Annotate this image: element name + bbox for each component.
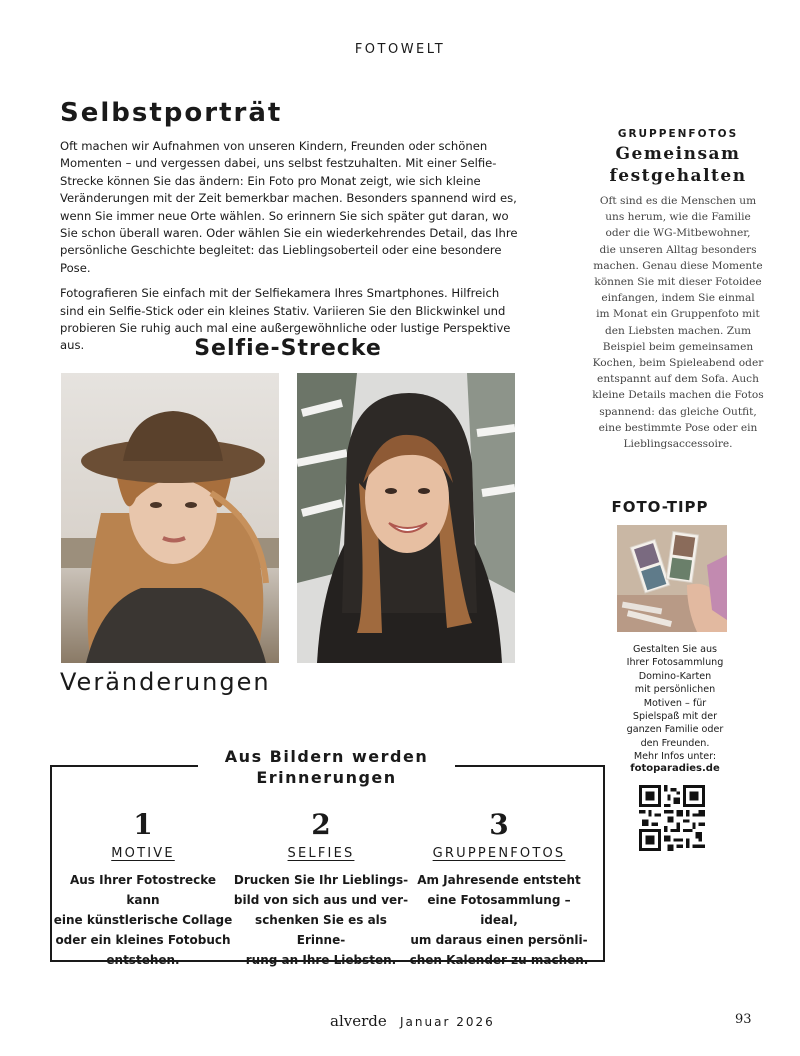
sidebar-title [578,143,778,187]
step-text [409,870,589,970]
step-text-line: um daraus einen persönli- [410,933,588,947]
alverde-logo: alverde [330,1012,387,1030]
sidebar-title-line-2: festgehalten [609,166,747,186]
qr-code-icon[interactable] [639,785,705,851]
sidebar-line: uns herum, wie die Familie [605,211,751,224]
step-number: 2 [311,808,331,841]
step-gruppenfotos [409,808,589,970]
intro-paragraph-2: Fotografieren Sie einfach mit der Selfiekamera Ihres Smartphones. Hilfreich sind ein Selfie-Stick oder ein kleines Stativ. Variieren Sie den Blickwinkel und probieren Sie ruhig auch mal eine außergewöhnliche oder lustige Perspektive aus. [60,286,511,353]
step-text [53,870,233,970]
step-text-line: eine künstlerische Collage [53,913,233,927]
sidebar-line: kleine Details machen die Fotos [592,389,764,402]
step-text-line: schenken Sie es als Erinne- [255,913,387,947]
sidebar-kicker: GRUPPENFOTOS [617,128,739,140]
page-number: 93 [735,1012,752,1027]
sidebar-line: eine bestimmte Pose oder ein [598,421,758,434]
foto-tipp-text [600,643,750,764]
sidebar-line: die unseren Alltag besonders [599,243,757,256]
foto-tipp-title: FOTO-TIPP [611,498,709,516]
issue-date: Januar 2026 [400,1015,495,1029]
sidebar-line: Lieblingsaccessoire. [623,438,733,451]
tip-line: Domino-Karten [638,670,712,682]
step-text-line: Drucken Sie Ihr Lieblings- [233,873,409,887]
intro-paragraph-1: Oft machen wir Aufnahmen von unseren Kindern, Freunden oder schönen Momenten – und vergessen dabei, uns selbst festzuhalten. Mit einer Selfie-Strecke können Sie das ändern: Ein Foto pro Monat zeigt, wie sich kleine Veränderungen mit der Zeit bemerkbar machen. Besonders spannend wird es, wenn Sie immer neue Orte wählen. So erinnern Sie sich später gut daran, wo Sie schon überall waren. Oder wählen Sie ein wiederkehrendes Detail, das Ihre persönliche Geschichte begleitet: das Lieblingsoberteil oder eine besondere Pose. [60,139,518,275]
tip-line: Spielspaß mit der [632,711,718,723]
sidebar-title-line-1: Gemeinsam [615,144,741,164]
sidebar-line: einfangen, indem Sie einmal [601,292,755,305]
sidebar-line: den Liebsten machen. Zum [604,324,752,337]
step-text-line: bild von sich aus und ver- [233,893,409,907]
tip-line: mit persönlichen [634,684,716,696]
tip-line: Mehr Infos unter: [633,751,717,763]
sidebar-line: Beispiel beim gemeinsamen [602,340,754,353]
sidebar-text [578,193,778,452]
fotoparadies-link[interactable]: fotoparadies.de [630,763,720,774]
tip-line: den Freunden. [640,737,710,749]
tip-line: Gestalten Sie aus [632,644,718,655]
step-label: SELFIES [287,846,355,861]
step-label: GRUPPENFOTOS [432,846,566,861]
step-text-line: rung an Ihre Liebsten. [245,953,397,967]
step-motive [53,808,233,970]
tip-line: Motiven – für [643,697,707,709]
selfie-photo-hat [61,373,279,663]
step-text-line: oder ein kleines Fotobuch [55,933,231,947]
sidebar-line: Oft sind es die Menschen um [599,195,757,207]
steps-box-title-line-2: Erinnerungen [256,768,397,787]
step-number: 3 [489,808,509,841]
selfie-strecke-heading: Selfie-Strecke [194,336,382,361]
sidebar-line: spannend: das gleiche Outfit, [599,405,757,418]
step-selfies [231,808,411,970]
article-title: Selbstporträt [60,98,283,128]
step-text-line: Am Jahresende entsteht [417,873,581,887]
step-text-line: eine Fotosammlung – ideal, [427,893,571,927]
step-number: 1 [133,808,153,841]
step-text-line: entstehen. [106,953,180,967]
selfie-photo-hood [297,373,515,663]
sidebar-line: im Monat ein Gruppenfoto mit [596,308,760,321]
domino-cards-photo [617,525,727,632]
veraenderungen-heading: Veränderungen [60,668,271,696]
tip-line: ganzen Familie oder [626,724,724,736]
box-top-line-right [455,765,605,767]
article-intro [60,138,518,363]
steps-box-title-line-1: Aus Bildern werden [224,747,429,766]
step-label: MOTIVE [111,846,175,861]
sidebar-line: können Sie mit dieser Fotoidee [594,276,762,289]
sidebar-line: oder die WG-Mitbewohner, [605,227,751,240]
steps-box-title [198,746,455,788]
sidebar-line: machen. Genau diese Momente [593,259,763,272]
step-text-line: chen Kalender zu machen. [409,953,589,967]
sidebar-line: entspannt auf dem Sofa. Auch [597,373,759,386]
section-kicker: FOTOWELT [354,42,446,57]
box-top-line-left [50,765,198,767]
step-text [231,870,411,970]
sidebar-line: Kochen, beim Spieleabend oder [592,357,764,370]
tip-line: Ihrer Fotosammlung [626,657,724,669]
step-text-line: Aus Ihrer Fotostrecke kann [69,873,217,907]
